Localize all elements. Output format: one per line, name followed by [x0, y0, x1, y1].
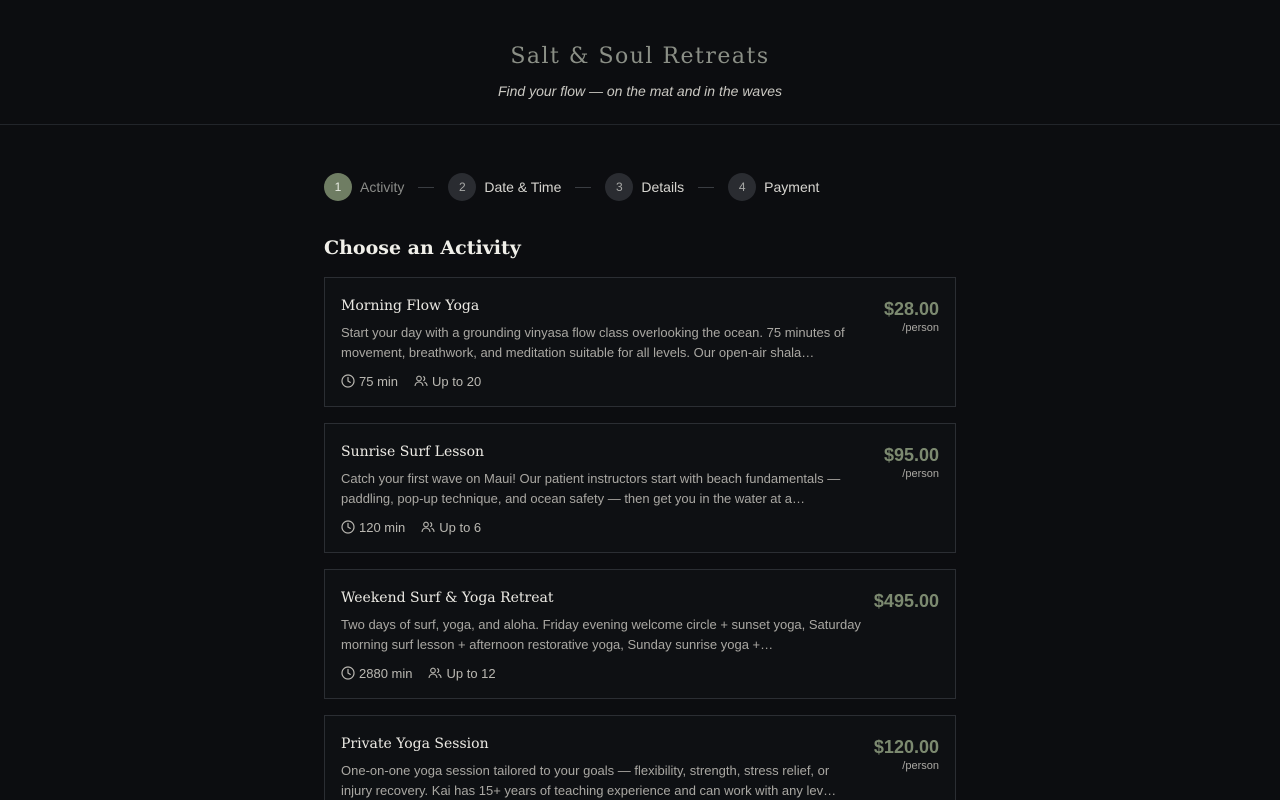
clock-icon: [341, 666, 355, 680]
step-label: Date & Time: [484, 179, 562, 195]
capacity-meta: [421, 520, 481, 535]
activity-title: Sunrise Surf Lesson: [341, 444, 485, 460]
duration-text: 2880 min: [359, 665, 413, 681]
activity-price: $120.00: [873, 737, 939, 757]
activity-description: One-on-one yoga session tailored to your goals — flexibility, strength, stress relief, or injury recovery. Kai has 15+ years of teaching experience and can work with any lev…: [341, 763, 837, 798]
step-number: 3: [605, 173, 633, 201]
users-icon: [421, 520, 435, 534]
step-number: 1: [324, 173, 352, 201]
card-body: [341, 734, 861, 800]
capacity-meta: [428, 666, 495, 681]
brand-title: Salt & Soul Retreats: [510, 44, 770, 69]
step-number: 2: [448, 173, 476, 201]
card-body: [341, 588, 861, 683]
step-payment[interactable]: [728, 173, 819, 201]
site-header: [0, 0, 1280, 125]
price-box: [884, 298, 939, 334]
price-unit: /person: [902, 760, 939, 772]
step-separator: [575, 187, 591, 188]
capacity-text: Up to 12: [446, 665, 496, 681]
price-box: [874, 736, 939, 772]
clock-icon: [341, 374, 355, 388]
step-details[interactable]: [605, 173, 684, 201]
card-body: [341, 442, 861, 537]
price-unit: /person: [902, 468, 939, 480]
activity-description: Catch your first wave on Maui! Our patient instructors start with beach fundamentals — paddling, pop-up technique, and ocean safety — then get you in the water at a…: [341, 471, 841, 506]
activity-title: Morning Flow Yoga: [341, 298, 480, 314]
booking-stepper: [324, 173, 956, 201]
step-label: Payment: [764, 179, 820, 195]
activity-meta: [341, 371, 861, 391]
price-unit: /person: [902, 322, 939, 334]
step-separator: [698, 187, 714, 188]
activity-price: $28.00: [883, 299, 939, 319]
activity-meta: [341, 663, 861, 683]
capacity-text: Up to 20: [432, 373, 482, 389]
price-box: [884, 444, 939, 480]
activity-title: Private Yoga Session: [341, 736, 489, 752]
step-label: Activity: [360, 179, 405, 195]
activity-price: $95.00: [883, 445, 939, 465]
activity-card-morning-flow-yoga[interactable]: [324, 277, 956, 407]
tagline: Find your flow — on the mat and in the waves: [497, 83, 783, 99]
activity-description: Start your day with a grounding vinyasa flow class overlooking the ocean. 75 minutes of movement, breathwork, and meditation suitable for all levels. Our open-air shala…: [341, 325, 845, 360]
activity-card-private-yoga[interactable]: [324, 715, 956, 800]
activity-description: Two days of surf, yoga, and aloha. Friday evening welcome circle + sunset yoga, Saturday morning surf lesson + afternoon restorative yoga, Sunday sunrise yoga +…: [341, 617, 861, 652]
duration-text: 120 min: [359, 519, 406, 535]
activity-meta: [341, 517, 861, 537]
activity-card-weekend-retreat[interactable]: [324, 569, 956, 699]
activity-title: Weekend Surf & Yoga Retreat: [341, 590, 554, 606]
card-body: [341, 296, 861, 391]
step-number: 4: [728, 173, 756, 201]
duration-meta: [341, 520, 405, 535]
capacity-meta: [414, 374, 481, 389]
capacity-text: Up to 6: [439, 519, 482, 535]
duration-text: 75 min: [359, 373, 399, 389]
duration-meta: [341, 374, 398, 389]
clock-icon: [341, 520, 355, 534]
step-label: Details: [641, 179, 685, 195]
step-activity[interactable]: [324, 173, 404, 201]
booking-main: [324, 173, 956, 800]
users-icon: [414, 374, 428, 388]
duration-meta: [341, 666, 412, 681]
activity-price: $495.00: [873, 591, 939, 611]
users-icon: [428, 666, 442, 680]
activity-list: [324, 277, 956, 800]
section-title: Choose an Activity: [324, 237, 521, 259]
activity-card-sunrise-surf-lesson[interactable]: [324, 423, 956, 553]
price-box: [874, 590, 939, 614]
step-separator: [418, 187, 434, 188]
step-date-time[interactable]: [448, 173, 561, 201]
